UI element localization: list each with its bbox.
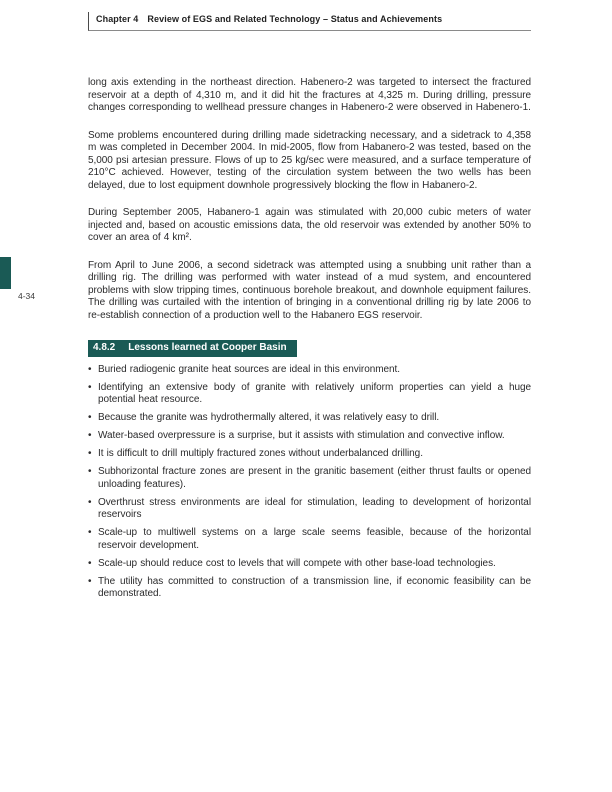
running-header-chapter: Chapter 4 (96, 14, 139, 24)
bullet-item (88, 382, 531, 407)
page-number: 4-34 (18, 291, 36, 301)
section-number: 4.8.2 (93, 342, 116, 353)
bullet-item (88, 430, 531, 443)
bullet-list (88, 364, 531, 601)
chapter-side-tab (0, 257, 11, 289)
bullet-item (88, 412, 531, 425)
paragraph-4: From April to June 2006, a second sidetrack was attempted using a snubbing unit rather than a drilling rig. The drilling was performed with water instead of a mud system, and encountered problems with slow tripping times, continuous borehole breakout, and downhole equipment failures. The drilling was curtailed with the intention of bringing in a conventional drilling rig by late 2006 to re-establish connection of a production well to the Habanero EGS reservoir. (88, 259, 531, 321)
bullet-text: Buried radiogenic granite heat sources are ideal in this environment. (98, 363, 400, 375)
page-content (88, 12, 531, 606)
bullet-text: It is difficult to drill multiply fractured zones without underbalanced drilling. (98, 448, 423, 459)
bullet-text: Water-based overpressure is a surprise, but it assists with stimulation and convective inflow. (98, 430, 505, 441)
bullet-item (88, 497, 531, 522)
bullet-item (88, 466, 531, 491)
bullet-item (88, 364, 531, 377)
section-heading (88, 340, 297, 357)
bullet-text: Scale-up to multiwell systems on a large scale seems feasible, because of the horizontal reservoir development. (98, 527, 531, 551)
body-text (88, 77, 531, 601)
bullet-text: Because the granite was hydrothermally altered, it was relatively easy to drill. (98, 412, 440, 423)
running-header (88, 12, 531, 31)
running-header-title: Review of EGS and Related Technology – Status and Achievements (147, 14, 443, 24)
bullet-text: Subhorizontal fracture zones are present in the granitic basement (either thrust faults or opened unloading features). (98, 466, 531, 490)
bullet-item (88, 558, 531, 571)
bullet-text: Identifying an extensive body of granite with relatively uniform properties can yield a huge potential heat resource. (98, 381, 531, 405)
bullet-text: Scale-up should reduce cost to levels that will compete with other base-load technologies. (98, 557, 496, 569)
paragraph-2: Some problems encountered during drilling made sidetracking necessary, and a sidetrack to 4,358 m was completed in December 2004. In mid-2005, flow from Habanero-2 was tested, based on the 5,000 psi artesian pressure. Flows of up to 25 kg/sec were measured, and a surface temperature of 210°C achieved. However, testing of the circulation system between the two wells has been delayed, due to lost equipment downhole progressively blocking the flow in Habanero-2. (88, 129, 531, 191)
paragraph-1: long axis extending in the northeast direction. Habenero-2 was targeted to intersect the fractured reservoir at a depth of 4,310 m, and it did hit the fractures at 4,325 m. During drilling, pressure changes corresponding to wellhead pressure changes in Habenero-2 were observed in Habenero-1. (88, 77, 531, 113)
bullet-item (88, 527, 531, 552)
bullet-item (88, 576, 531, 601)
paragraph-3: During September 2005, Habanero-1 again was stimulated with 20,000 cubic meters of water injected and, based on acoustic emissions data, the old reservoir was extended by another 50% to cover an area of 4 km². (88, 207, 531, 243)
bullet-text: The utility has committed to construction of a transmission line, if economic feasibility can be demonstrated. (98, 575, 531, 599)
bullet-item (88, 448, 531, 461)
section-title: Lessons learned at Cooper Basin (128, 342, 287, 353)
bullet-text: Overthrust stress environments are ideal for stimulation, leading to development of horizontal reservoirs (98, 496, 531, 520)
